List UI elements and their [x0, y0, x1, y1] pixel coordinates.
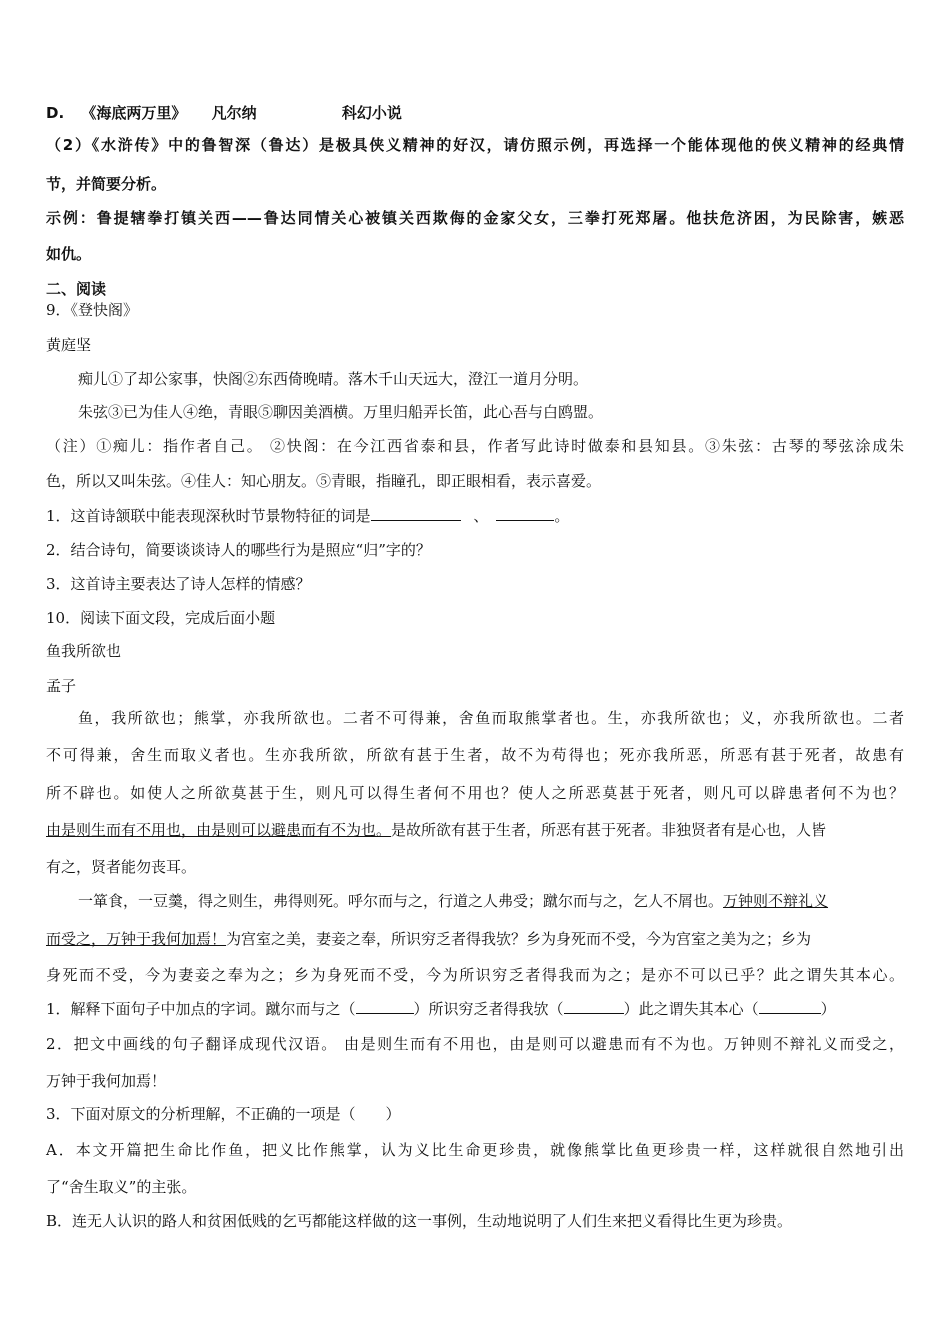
q10-sub3: 3．下面对原文的分析理解，不正确的一项是（ ）	[46, 1105, 401, 1123]
option-d-line	[46, 103, 402, 123]
q10-p1-line3: 所不辟也。如使人之所欲莫甚于生，则凡可以得生者何不用也？使人之所恶莫甚于死者，则凡可以辟患者何不为也？	[46, 784, 904, 802]
q9-heading: 9．《登快阁》	[46, 301, 139, 319]
option-d-label: D.	[46, 104, 65, 122]
q10-p2-line2-rest: 为宫室之美，妻妾之奉，所识穷乏者得我欤？乡为身死而不受，今为宫室之美为之；乡为	[226, 930, 812, 948]
q10-sub2-line1: 2．把文中画线的句子翻译成现代汉语。 由是则生而有不用也，由是则可以避患而有不为也。万钟则不辩礼义而受之，	[46, 1035, 904, 1053]
q10-option-b[interactable]: B．连无人认识的路人和贫困低贱的乞丐都能这样做的这一事例，生动地说明了人们生来把义看得比生更为珍贵。	[46, 1212, 793, 1230]
q10-underlined-sentence1: 由是则生而有不用也，由是则可以避患而有不为也。	[46, 821, 392, 839]
q9-sub1-text: 1．这首诗颔联中能表现深秋时节景物特征的词是	[46, 507, 371, 525]
q10-p2-line3: 身死而不受，今为妻妾之奉为之；乡为身死而不受，今为所识穷乏者得我而为之；是亦不可以已乎？此之谓失其本心。	[46, 966, 904, 984]
q10-sub1-d: ）	[820, 1000, 836, 1018]
option-d-author: 凡尔纳	[211, 104, 257, 122]
q10-sub1	[46, 999, 836, 1019]
q10-p1-line5: 有之，贤者能勿丧耳。	[46, 858, 197, 876]
q9-note-line2: 色，所以又叫朱弦。④佳人：知心朋友。⑤青眼，指瞳孔，即正眼相看，表示喜爱。	[46, 472, 602, 490]
q10-sub1-blank2[interactable]	[564, 999, 624, 1014]
q10-author: 孟子	[46, 677, 77, 695]
q10-sub1-blank3[interactable]	[759, 999, 821, 1014]
q10-sub1-b: ）所识穷乏者得我欤（	[413, 1000, 564, 1018]
q2-prompt-line1: （2）《水浒传》中的鲁智深（鲁达）是极具侠义精神的好汉，请仿照示例，再选择一个能体现他的侠义精神的经典情	[46, 136, 904, 154]
q2-example-line1: 示例：鲁提辖拳打镇关西——鲁达同情关心被镇关西欺侮的金家父女，三拳打死郑屠。他扶危济困，为民除害，嫉恶	[46, 209, 904, 227]
q10-p1-line4	[46, 820, 826, 840]
q2-prompt-line2: 节，并简要分析。	[46, 175, 167, 193]
q9-sub1-blank2[interactable]	[496, 506, 554, 521]
q10-title: 鱼我所欲也	[46, 642, 122, 660]
q10-sub1-a: 1．解释下面句子中加点的字词。蹴尔而与之（	[46, 1000, 356, 1018]
q10-underlined-sentence2a: 万钟则不辩礼义	[723, 892, 829, 910]
q10-p1-line2: 不可得兼，舍生而取义者也。生亦我所欲，所欲有甚于生者，故不为苟得也；死亦我所恶，所恶有甚于死者，故患有	[46, 746, 904, 764]
q10-p2-line1	[78, 891, 828, 911]
q9-poem-line2: 朱弦③已为佳人④绝，青眼⑤聊因美酒横。万里归船弄长笛，此心吾与白鸥盟。	[78, 403, 604, 421]
q9-poem-line1: 痴儿①了却公家事，快阁②东西倚晚晴。落木千山天远大，澄江一道月分明。	[78, 370, 589, 388]
q10-p2-line1-text: 一箪食，一豆羹，得之则生，弗得则死。呼尔而与之，行道之人弗受；蹴尔而与之，乞人不屑也。	[78, 892, 724, 910]
q10-p2-line2	[46, 929, 811, 949]
q10-underlined-sentence2b: 而受之，万钟于我何加焉！	[46, 930, 227, 948]
q9-poem-author: 黄庭坚	[46, 336, 92, 354]
q9-note-line1: （注）①痴儿：指作者自己。 ②快阁：在今江西省泰和县，作者写此诗时做泰和县知县。③朱弦：古琴的琴弦涂成朱	[46, 437, 904, 455]
q9-sub3: 3．这首诗主要表达了诗人怎样的情感？	[46, 575, 311, 593]
option-d-genre: 科幻小说	[341, 104, 402, 122]
q10-sub2-line2: 万钟于我何加焉！	[46, 1072, 167, 1090]
option-d-title: 《海底两万里》	[81, 104, 187, 122]
q9-sub2: 2．结合诗句，简要谈谈诗人的哪些行为是照应“归”字的？	[46, 541, 431, 559]
q10-option-a-line1[interactable]: A．本文开篇把生命比作鱼，把义比作熊掌，认为义比生命更珍贵，就像熊掌比鱼更珍贵一样，这样就很自然地引出	[46, 1141, 904, 1159]
q10-sub1-c: ）此之谓失其本心（	[623, 1000, 759, 1018]
q10-p1-line1: 鱼，我所欲也；熊掌，亦我所欲也。二者不可得兼，舍鱼而取熊掌者也。生，亦我所欲也；义，亦我所欲也。二者	[78, 709, 904, 727]
q9-sub1-end: 。	[554, 507, 570, 525]
q9-sub1	[46, 506, 569, 526]
q10-sub1-blank1[interactable]	[356, 999, 414, 1014]
q9-sub1-sep: 、	[473, 507, 489, 525]
q10-heading: 10．阅读下面文段，完成后面小题	[46, 609, 276, 627]
q10-option-a-line2[interactable]: 了“舍生取义”的主张。	[46, 1178, 197, 1196]
q10-p1-line4-rest: 是故所欲有甚于生者，所恶有甚于死者。非独贤者有是心也，人皆	[391, 821, 827, 839]
section-title: 二、阅读	[46, 280, 107, 298]
q2-example-line2: 如仇。	[46, 245, 92, 263]
q9-sub1-blank1[interactable]	[371, 506, 461, 521]
